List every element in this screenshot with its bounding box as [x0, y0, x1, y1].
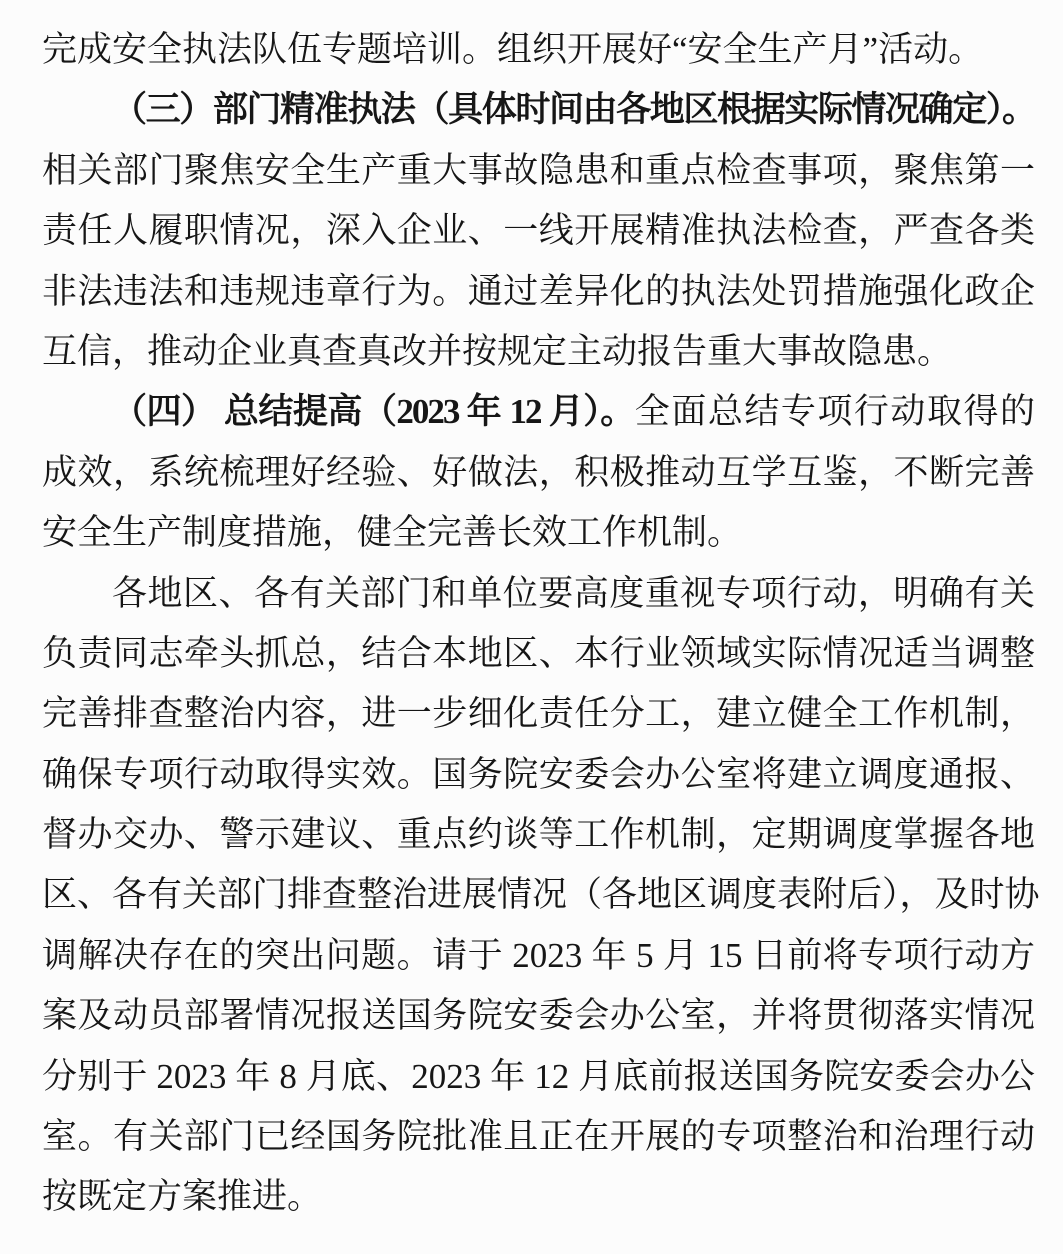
body-text: 非法违法和违规违章行为。通过差异化的执法处罚措施强化政企: [42, 271, 1035, 311]
text-line: [42, 624, 1035, 684]
body-text: 调解决存在的突出问题。请于 2023 年 5 月 15 日前将专项行动方: [42, 935, 1035, 975]
text-line: [42, 503, 1035, 563]
text-line: [42, 1047, 1035, 1107]
body-text: 分别于 2023 年 8 月底、2023 年 12 月底前报送国务院安委会办公: [42, 1056, 1035, 1096]
text-line: [42, 805, 1035, 865]
text-line: [42, 20, 1035, 80]
text-line: [42, 926, 1035, 986]
paragraph: [42, 80, 1035, 382]
text-line: [42, 382, 1035, 442]
body-text: 区、各有关部门排查整治进展情况（各地区调度表附后），及时协: [42, 875, 1040, 915]
body-text: 督办交办、警示建议、重点约谈等工作机制，定期调度掌握各地: [42, 815, 1035, 855]
text-line: [42, 1167, 1035, 1227]
text-line: [42, 1107, 1035, 1167]
text-line: [42, 443, 1035, 503]
text-line: [42, 322, 1035, 382]
text-line: [42, 564, 1035, 624]
body-text: 相关部门聚焦安全生产重大事故隐患和重点检查事项，聚焦第一: [42, 150, 1035, 190]
paragraph: [42, 382, 1035, 563]
paragraph: [42, 564, 1040, 1228]
paragraph: [42, 20, 1035, 80]
text-line: [42, 141, 1035, 201]
text-line: [42, 865, 1040, 925]
text-line: [42, 201, 1035, 261]
body-text: 完善排查整治内容，进一步细化责任分工，建立健全工作机制，: [42, 694, 1035, 734]
heading-text: （四） 总结提高（2023 年 12 月）。: [112, 392, 635, 432]
body-text: 按既定方案推进。: [42, 1177, 323, 1217]
body-text: 各地区、各有关部门和单位要高度重视专项行动，明确有关: [112, 573, 1035, 613]
text-line: [42, 745, 1035, 805]
body-text: 案及动员部署情况报送国务院安委会办公室，并将贯彻落实情况: [42, 996, 1035, 1036]
body-text: 负责同志牵头抓总，结合本地区、本行业领域实际情况适当调整: [42, 633, 1035, 673]
text-line: [42, 80, 1035, 140]
document-body: [42, 20, 1040, 1228]
heading-text: （三）部门精准执法（具体时间由各地区根据实际情况确定）。: [112, 90, 1035, 130]
text-line: [42, 684, 1035, 744]
body-text: 确保专项行动取得实效。国务院安委会办公室将建立调度通报、: [42, 754, 1035, 794]
body-text: 成效，系统梳理好经验、好做法，积极推动互学互鉴，不断完善: [42, 452, 1035, 492]
body-text: 完成安全执法队伍专题培训。组织开展好“安全生产月”活动。: [42, 30, 984, 69]
body-text: 全面总结专项行动取得的: [634, 392, 1035, 432]
body-text: 室。有关部门已经国务院批准且正在开展的专项整治和治理行动: [42, 1117, 1035, 1157]
body-text: 责任人履职情况，深入企业、一线开展精准执法检查，严查各类: [42, 211, 1035, 251]
body-text: 安全生产制度措施，健全完善长效工作机制。: [42, 513, 743, 553]
body-text: 互信，推动企业真查真改并按规定主动报告重大事故隐患。: [42, 331, 953, 371]
text-line: [42, 986, 1035, 1046]
text-line: [42, 262, 1035, 322]
